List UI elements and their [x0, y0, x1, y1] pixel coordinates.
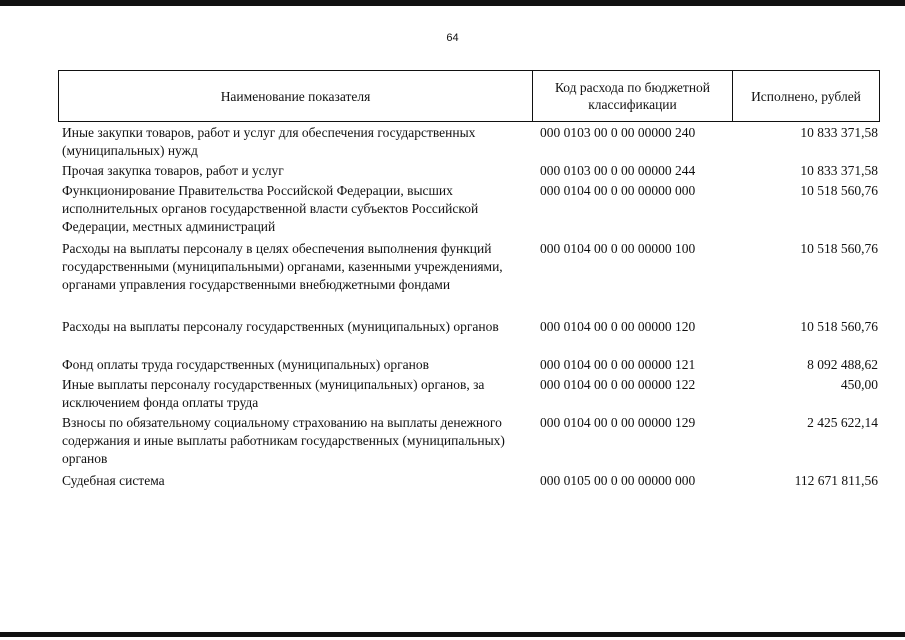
table-row [58, 182, 880, 240]
row-name: Функционирование Правительства Российской Федерации, высших исполнительных органов государственной власти субъектов Российской Федерации, местных администраций [62, 183, 479, 234]
table-row [58, 376, 880, 414]
row-amount: 10 833 371,58 [800, 125, 878, 140]
table-row [58, 240, 880, 318]
table-row [58, 356, 880, 376]
table-row [58, 124, 880, 160]
bottom-border [0, 632, 905, 637]
row-amount: 10 518 560,76 [800, 241, 878, 256]
row-amount: 2 425 622,14 [807, 415, 878, 430]
row-amount: 10 518 560,76 [800, 183, 878, 198]
row-code: 000 0105 00 0 00 00000 000 [540, 473, 696, 488]
row-code: 000 0104 00 0 00 00000 122 [540, 377, 696, 392]
row-amount: 10 518 560,76 [800, 319, 878, 334]
row-amount: 450,00 [840, 377, 878, 392]
table-body [58, 124, 880, 492]
table-row [58, 414, 880, 472]
row-name: Взносы по обязательному социальному страхованию на выплаты денежного содержания и иные выплаты работникам государственных (муниципальных) органов [62, 415, 505, 466]
row-code: 000 0104 00 0 00 00000 100 [540, 241, 696, 256]
row-name: Иные закупки товаров, работ и услуг для обеспечения государственных (муниципальных) нужд [62, 125, 476, 158]
row-name: Судебная система [62, 473, 165, 488]
row-name: Расходы на выплаты персоналу государственных (муниципальных) органов [62, 319, 499, 334]
row-amount: 10 833 371,58 [800, 163, 878, 178]
table-row [58, 318, 880, 356]
page-number: 64 [446, 32, 459, 44]
header-code: Код расхода по бюджетной классификации [533, 71, 733, 121]
top-border [0, 0, 905, 6]
table-header [58, 70, 880, 122]
row-code: 000 0103 00 0 00 00000 240 [540, 125, 696, 140]
row-amount: 8 092 488,62 [807, 357, 878, 372]
row-code: 000 0103 00 0 00 00000 244 [540, 163, 696, 178]
header-amount: Исполнено, рублей [751, 88, 861, 104]
row-name: Иные выплаты персоналу государственных (муниципальных) органов, за исключением фонда оплаты труда [62, 377, 485, 410]
row-code: 000 0104 00 0 00 00000 121 [540, 357, 696, 372]
row-name: Фонд оплаты труда государственных (муниципальных) органов [62, 357, 429, 372]
row-name: Расходы на выплаты персоналу в целях обеспечения выполнения функций государственными (муниципальными) органами, казенными учреждениями, органами управления государственными внебюджетными фондами [62, 241, 503, 292]
row-code: 000 0104 00 0 00 00000 120 [540, 319, 696, 334]
row-code: 000 0104 00 0 00 00000 129 [540, 415, 696, 430]
header-name: Наименование показателя [59, 71, 533, 121]
table-row [58, 162, 880, 182]
row-code: 000 0104 00 0 00 00000 000 [540, 183, 696, 198]
row-name: Прочая закупка товаров, работ и услуг [62, 163, 284, 178]
row-amount: 112 671 811,56 [794, 473, 878, 488]
table-row [58, 472, 880, 492]
